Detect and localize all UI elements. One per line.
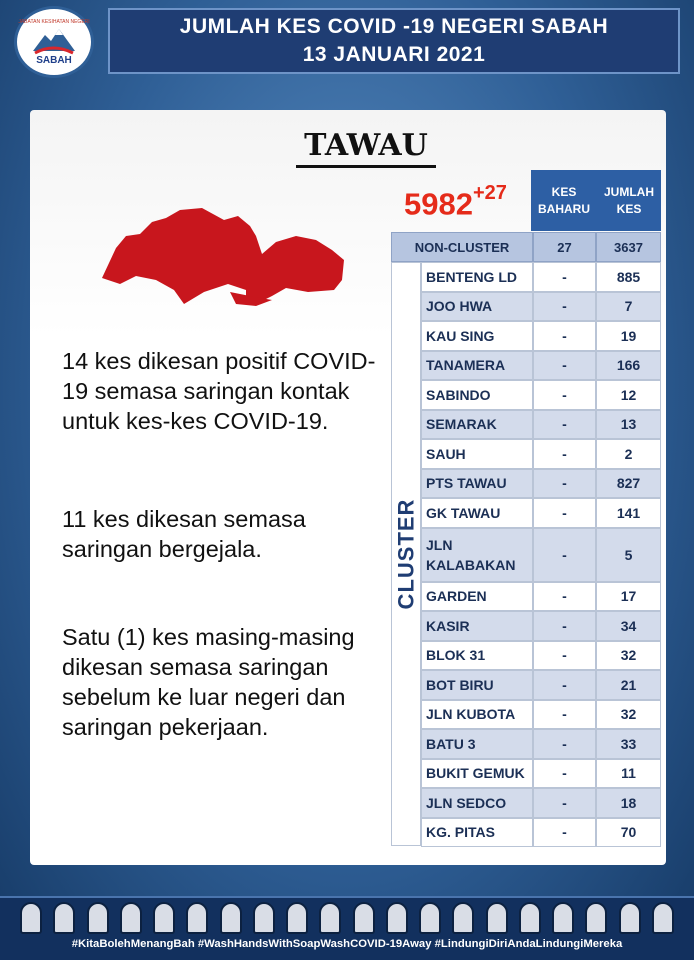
total-cases [404, 182, 507, 222]
cluster-label [391, 262, 421, 846]
cluster-name: JLN KALABAKAN [421, 528, 533, 582]
cluster-label-text: CLUSTER [393, 498, 419, 610]
header-line2: 13 JANUARI 2021 [302, 43, 486, 66]
description-2: 11 kes dikesan semasa saringan bergejala. [62, 506, 306, 562]
cluster-total-cases: 141 [596, 498, 661, 528]
frontliner-figure-icon [120, 902, 142, 934]
cluster-new-cases: - [533, 641, 596, 671]
cluster-name: KG. PITAS [421, 818, 533, 848]
frontliner-figure-icon [319, 902, 341, 934]
cluster-name: JLN SEDCO [421, 788, 533, 818]
table-row [421, 611, 661, 641]
frontliner-figure-icon [419, 902, 441, 934]
cluster-total-cases: 34 [596, 611, 661, 641]
district-title: TAWAU [296, 128, 436, 168]
cluster-new-cases: - [533, 321, 596, 351]
header-line1: JUMLAH KES COVID -19 NEGERI SABAH [179, 15, 609, 38]
table-row [421, 321, 661, 351]
frontliner-figure-icon [619, 902, 641, 934]
cluster-new-cases: - [533, 788, 596, 818]
col-header-jumlah-kes: JUMLAH KES [597, 170, 661, 231]
cluster-new-cases: - [533, 582, 596, 612]
table-row [421, 759, 661, 789]
col-header-kes-baharu: KES BAHARU [531, 170, 597, 231]
frontliner-figure-icon [652, 902, 674, 934]
cluster-new-cases: - [533, 469, 596, 499]
cluster-name: KAU SING [421, 321, 533, 351]
cluster-total-cases: 33 [596, 729, 661, 759]
cluster-total-cases: 32 [596, 641, 661, 671]
table-row [421, 729, 661, 759]
non-cluster-row [391, 232, 661, 262]
frontliner-figure-icon [585, 902, 607, 934]
table-row [421, 292, 661, 322]
tawau-map-icon [96, 206, 346, 310]
frontliner-figure-icon [186, 902, 208, 934]
cluster-total-cases: 2 [596, 439, 661, 469]
cluster-new-cases: - [533, 528, 596, 582]
cluster-name: TANAMERA [421, 351, 533, 381]
cluster-new-cases: - [533, 498, 596, 528]
table-row [421, 439, 661, 469]
cluster-new-cases: - [533, 611, 596, 641]
cluster-total-cases: 18 [596, 788, 661, 818]
table-row [421, 582, 661, 612]
frontliner-figure-icon [552, 902, 574, 934]
cluster-total-cases: 19 [596, 321, 661, 351]
cluster-total-cases: 166 [596, 351, 661, 381]
table-row [421, 410, 661, 440]
cluster-new-cases: - [533, 700, 596, 730]
cluster-total-cases: 17 [596, 582, 661, 612]
cluster-total-cases: 827 [596, 469, 661, 499]
cluster-name: BOT BIRU [421, 670, 533, 700]
cluster-name: GK TAWAU [421, 498, 533, 528]
frontliner-figure-icon [286, 902, 308, 934]
cluster-name: BATU 3 [421, 729, 533, 759]
cluster-name: SABINDO [421, 380, 533, 410]
cluster-name: JLN KUBOTA [421, 700, 533, 730]
cluster-total-cases: 13 [596, 410, 661, 440]
cluster-name: BUKIT GEMUK [421, 759, 533, 789]
cluster-total-cases: 70 [596, 818, 661, 848]
cluster-name: SAUH [421, 439, 533, 469]
cluster-total-cases: 21 [596, 670, 661, 700]
frontliner-figure-icon [253, 902, 275, 934]
frontliner-figures [20, 902, 674, 938]
cluster-new-cases: - [533, 818, 596, 848]
frontliner-figure-icon [87, 902, 109, 934]
frontliner-figure-icon [220, 902, 242, 934]
cluster-name: GARDEN [421, 582, 533, 612]
cluster-new-cases: - [533, 262, 596, 292]
table-row [421, 818, 661, 848]
cluster-name: KASIR [421, 611, 533, 641]
table-row [421, 262, 661, 292]
cluster-total-cases: 7 [596, 292, 661, 322]
cluster-total-cases: 12 [596, 380, 661, 410]
frontliner-figure-icon [53, 902, 75, 934]
cluster-new-cases: - [533, 729, 596, 759]
cluster-name: BENTENG LD [421, 262, 533, 292]
frontliner-figure-icon [353, 902, 375, 934]
footer-banner [0, 896, 694, 960]
cluster-name: JOO HWA [421, 292, 533, 322]
footer-hashtags: #KitaBolehMenangBah #WashHandsWithSoapWashCOVID-19Away #LindungiDiriAndaLindungiMereka [71, 938, 623, 950]
non-cluster-new: 27 [533, 232, 596, 262]
table-row [421, 641, 661, 671]
total-increase: +27 [472, 182, 507, 204]
logo-text: SABAH [36, 54, 72, 66]
logo-top-text: JABATAN KESIHATAN NEGERI [18, 18, 90, 25]
cluster-name: SEMARAK [421, 410, 533, 440]
cluster-new-cases: - [533, 439, 596, 469]
cluster-total-cases: 32 [596, 700, 661, 730]
cluster-new-cases: - [533, 380, 596, 410]
cluster-new-cases: - [533, 292, 596, 322]
cluster-total-cases: 885 [596, 262, 661, 292]
table-row [421, 528, 661, 582]
sabah-health-logo [14, 6, 94, 78]
frontliner-figure-icon [452, 902, 474, 934]
frontliner-figure-icon [153, 902, 175, 934]
table-row [421, 351, 661, 381]
frontliner-figure-icon [386, 902, 408, 934]
cluster-new-cases: - [533, 351, 596, 381]
cluster-total-cases: 5 [596, 528, 661, 582]
non-cluster-total: 3637 [596, 232, 661, 262]
description-1: 14 kes dikesan positif COVID-19 semasa saringan kontak untuk kes-kes COVID-19. [62, 348, 376, 434]
table-row [421, 788, 661, 818]
mountain-icon [31, 25, 77, 57]
frontliner-figure-icon [486, 902, 508, 934]
total-value: 5982 [404, 186, 473, 222]
cluster-name: BLOK 31 [421, 641, 533, 671]
table-row [421, 700, 661, 730]
description-3: Satu (1) kes masing-masing dikesan semasa saringan sebelum ke luar negeri dan saringan pekerjaan. [62, 624, 355, 740]
cluster-new-cases: - [533, 759, 596, 789]
frontliner-figure-icon [20, 902, 42, 934]
table-row [421, 670, 661, 700]
cluster-name: PTS TAWAU [421, 469, 533, 499]
frontliner-figure-icon [519, 902, 541, 934]
table-row [421, 498, 661, 528]
header-title [108, 8, 680, 74]
table-row [421, 380, 661, 410]
cluster-new-cases: - [533, 670, 596, 700]
table-row [421, 469, 661, 499]
cluster-total-cases: 11 [596, 759, 661, 789]
non-cluster-label: NON-CLUSTER [391, 232, 533, 262]
cluster-new-cases: - [533, 410, 596, 440]
